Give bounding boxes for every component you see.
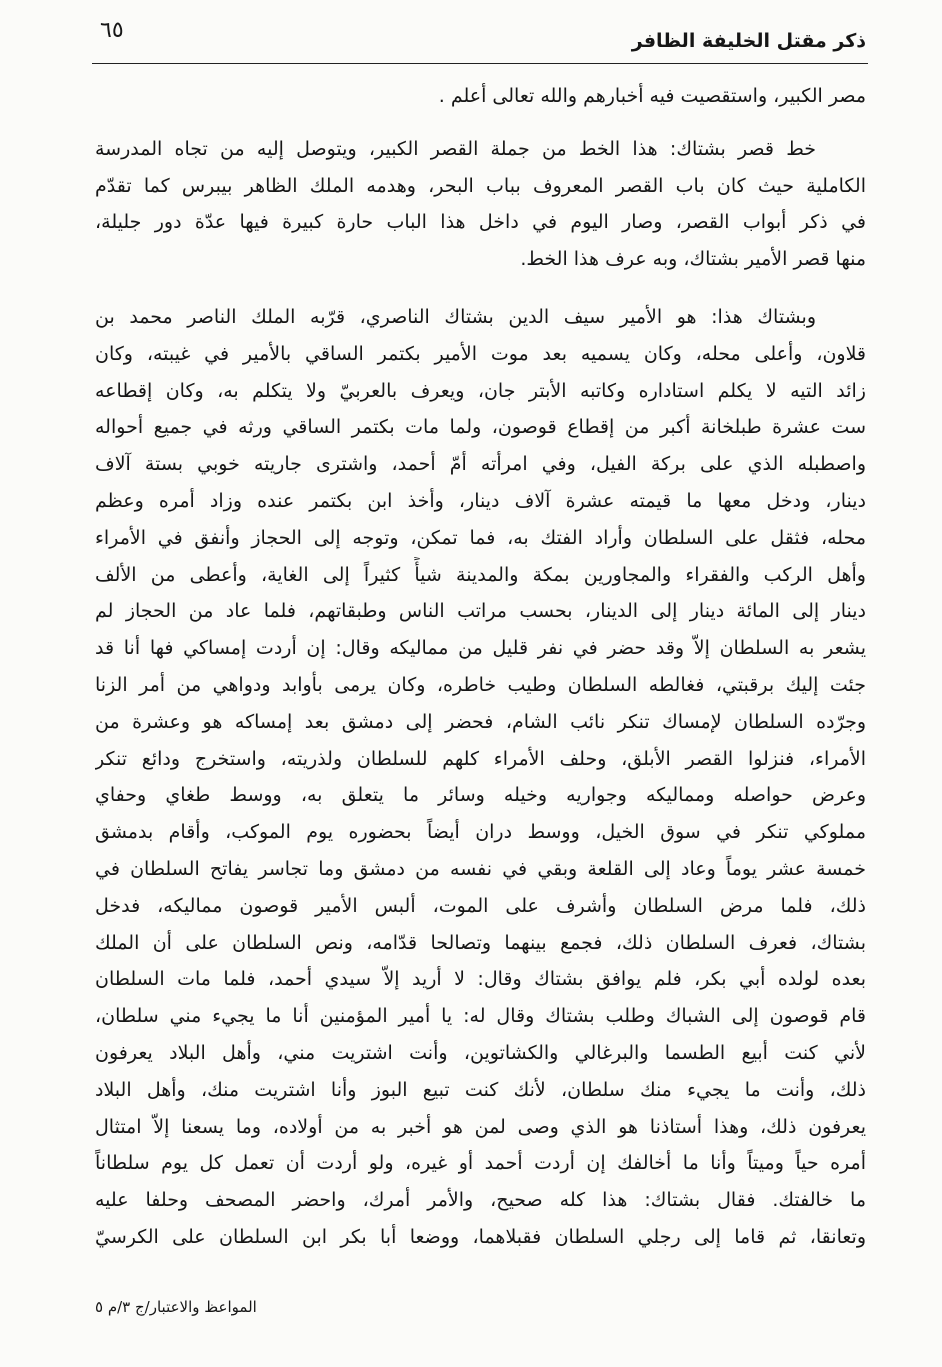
text-line: لأني كنت أبيع الطسما والبرغالي والكشاتوين، وأنت اشتريت مني، وأهل البلاد يعرفون (95, 1041, 866, 1064)
text-line: جئت إليك برقبتي، فغالطه السلطان وطيب خاطره، وكان يرمى بأوابد ودواهي من أمر الزنا (95, 673, 866, 696)
text-line: يعرفون ذلك، وهذا أستاذنا هو الذي وصى لمن هو أخبر به من أولاده، وما يسعنا إلاّ امتثال (95, 1115, 866, 1138)
text-line: مصر الكبير، واستقصيت فيه أخبارهم والله تعالى أعلم . (438, 85, 866, 107)
text-line: وأهل الركب والفقراء والمجاورين بمكة والمدينة شيأً كثيراً إلى الغاية، وأعطى من الألف (95, 563, 866, 586)
text-line: قام قوصون إلى الشباك وطلب بشتاك وقال له: يا أمير المؤمنين أنا ما يجيء مني سلطان، (95, 1005, 866, 1028)
text-line: ست عشرة طبلخانة أكبر من إقطاع قوصون، ولما مات بكتمر الساقي ورثه في جميع أحواله (95, 416, 866, 439)
text-line: خمسة عشر يوماً وعاد إلى القلعة وبقي في نفسه من دمشق وما تجاسر يفاتح السلطان في (95, 857, 866, 880)
text-line: أمره حياً وميتاً وأنا ما أخالفك إن أردت أحمد أو غيره، ولو أردت أن تعمل كل يوم سلطاناً (95, 1152, 866, 1175)
text-line: مملوكي تنكر في سوق الخيل، ووسط دران أيضاً بحضوره يوم الموكب، وأقام بدمشق (95, 821, 866, 844)
paragraph (95, 299, 866, 1256)
paragraph (95, 78, 866, 115)
text-line: محله، فثقل على السلطان وأراد الفتك به، فما تمكن، وتوجه إلى الحجاز وأنفق في الأمراء (95, 526, 866, 549)
text-line: ذلك، فلما مرض السلطان وأشرف على الموت، ألبس الأمير قوصون مماليكه، فدخل (95, 894, 866, 917)
text-line: الكاملية حيث كان باب القصر المعروف بباب البحر، وهدمه الملك الظاهر بيبرس كما تقدّم (95, 174, 866, 197)
body-text (95, 78, 866, 1256)
text-line: خط قصر بشتاك: هذا الخط من جملة القصر الكبير، ويتوصل إليه من تجاه المدرسة (95, 137, 816, 160)
text-line: دينار، ودخل معها ما قيمته عشرة آلاف دينار، وأخذ ابن بكتمر عنده وزاد أمره وعظم (95, 489, 866, 512)
text-line: يشعر به السلطان إلاّ وقد حضر في نفر قليل من مماليكه وقال: إن أردت إمساكي فها أنا قد (95, 637, 866, 660)
text-line: زائد التيه لا يكلم استاداره وكاتبه الأبتر جان، ويعرف بالعربيّ ولا يتكلم به، وكان إقطاعه (95, 379, 866, 402)
text-line: الأمراء، فنزلوا القصر الأبلق، وحلف الأمراء كلهم للسلطان ولذريته، واستخرج ودائع تنكر (95, 747, 866, 770)
page-number: ٦٥ (100, 18, 124, 43)
text-line: بشتاك، فعرف السلطان ذلك، فجمع بينهما وتصالحا قدّامه، ونص السلطان على أن الملك (95, 931, 866, 954)
text-line: دينار إلى المائة دينار إلى الدينار، بحسب مراتب الناس وطبقاتهم، فلما عاد من الحجاز لم (95, 600, 866, 623)
paragraph (95, 131, 866, 278)
text-line: بعده لولده أبي بكر، فلم يوافق بشتاك وقال: لا أريد إلاّ سيدي أحمد، فلما مات السلطان (95, 968, 866, 991)
text-line: وعرض حواصله ومماليكه وجواريه وخيله وسائر ما يتعلق به، ووسط طغاي وحفاي (95, 784, 866, 807)
text-line: وتعانقا، ثم قاما إلى رجلي السلطان فقبلاهما، ووضعا أبا بكر ابن السلطان على الكرسيّ (95, 1225, 866, 1248)
footer-signature: المواعظ والاعتبار/ج ٣/م ٥ (95, 1298, 257, 1316)
text-line: ما خالفتك. فقال بشتاك: هذا كله صحيح، والأمر أمرك، واحضر المصحف وحلفا عليه (95, 1189, 866, 1212)
text-line: وجرّده السلطان لإمساك تنكر نائب الشام، فحضر إلى دمشق بعد إمساكه هو وعشرة من (95, 710, 866, 733)
text-line: واصطبله الذي على بركة الفيل، وفي امرأته أمّ أحمد، واشترى جاريته خوبي بستة آلاف (95, 453, 866, 476)
text-line: في ذكر أبواب القصر، وصار اليوم في داخل هذا الباب حارة كبيرة فيها عدّة دور جليلة، (95, 211, 866, 234)
header-rule (92, 63, 868, 64)
text-line: قلاون، وأعلى محله، وكان يسميه بعد موت الأمير بكتمر الساقي بالأمير في غيبته، وكان (95, 342, 866, 365)
text-line: ذلك، وأنت ما يجيء منك سلطان، لأنك كنت تبيع البوز وأنا اشتريت منك، وأهل البلاد (95, 1078, 866, 1101)
running-header-title: ذكر مقتل الخليفة الظافر (631, 30, 866, 52)
text-line: منها قصر الأمير بشتاك، وبه عرف هذا الخط. (520, 248, 866, 271)
text-line: وبشتاك هذا: هو الأمير سيف الدين بشتاك الناصري، قرّبه الملك الناصر محمد بن (95, 305, 816, 328)
